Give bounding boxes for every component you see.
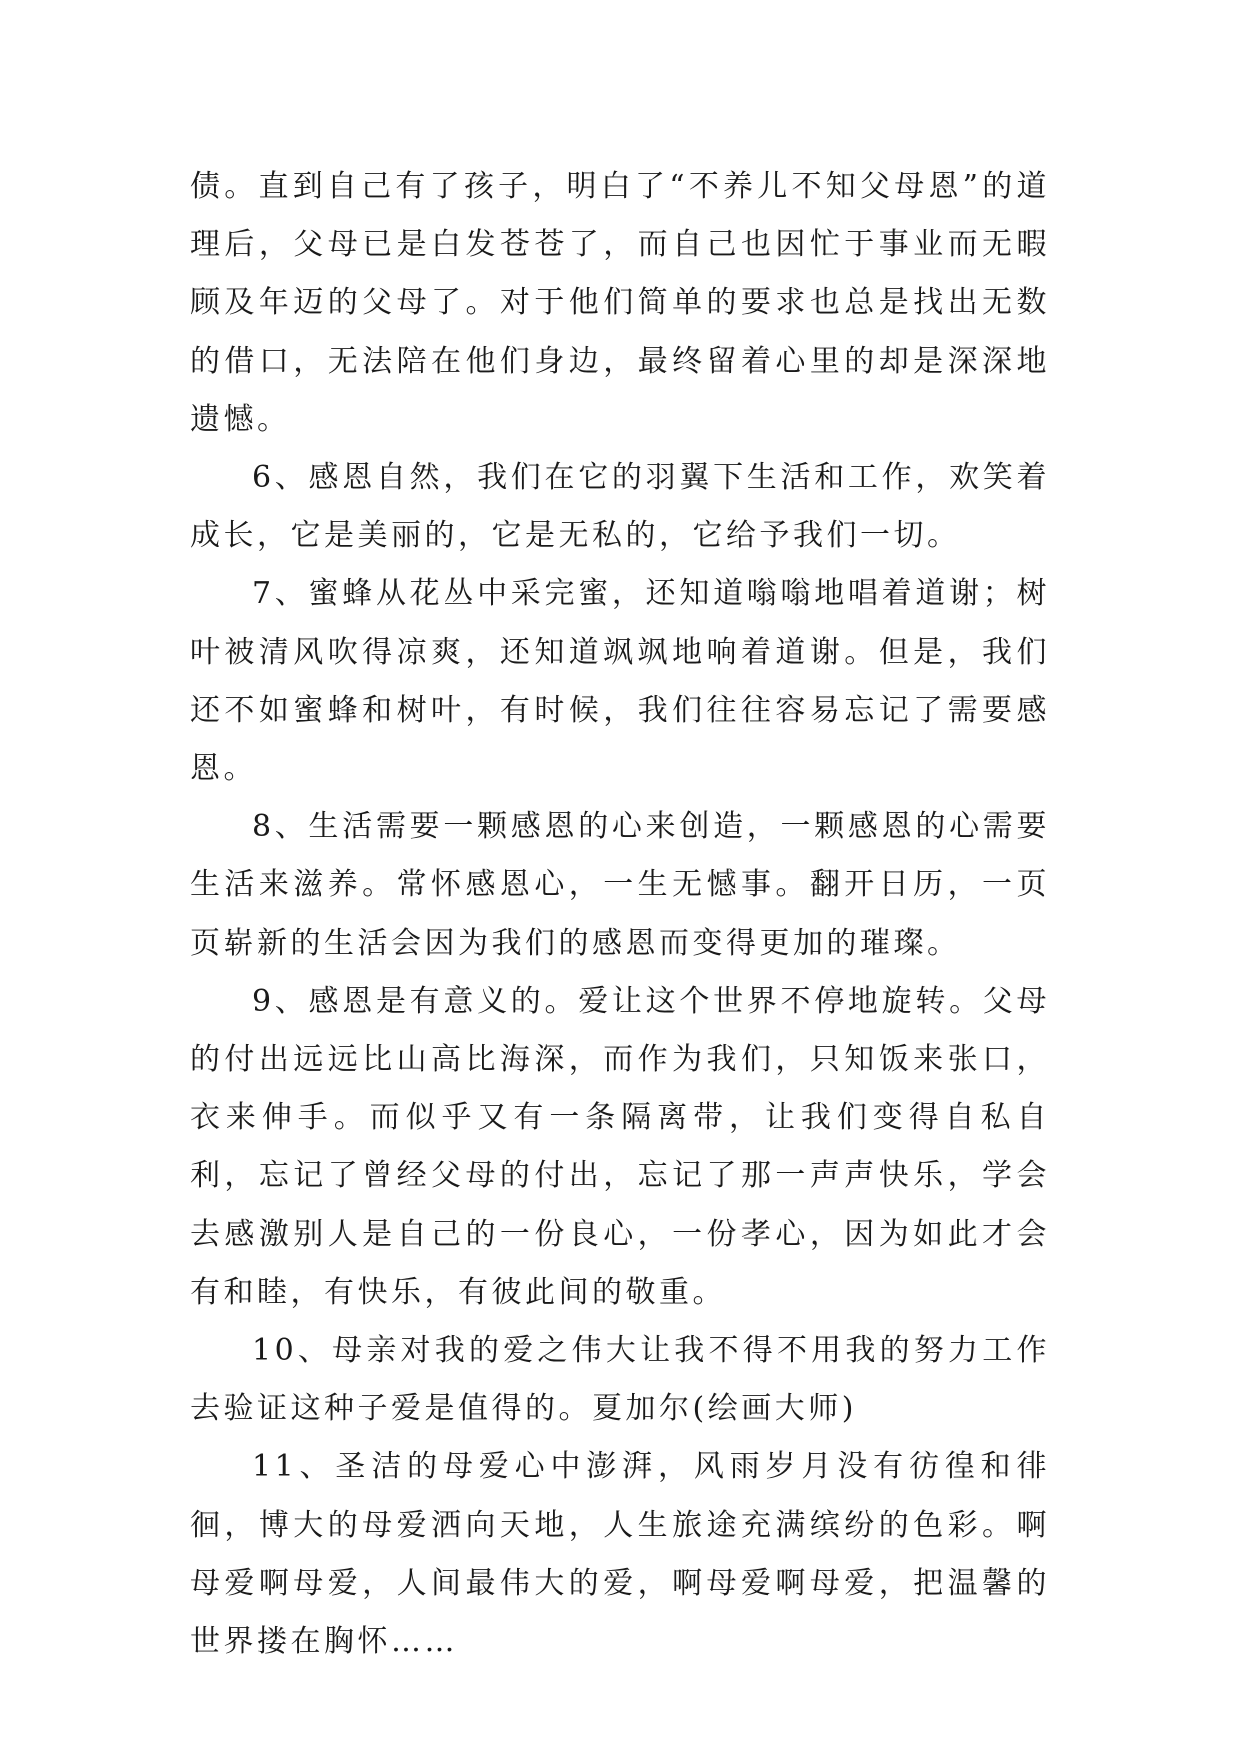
paragraph-10: 10、母亲对我的爱之伟大让我不得不用我的努力工作去验证这种子爱是值得的。夏加尔(绘画大师) [190, 1333, 1050, 1427]
paragraph-9: 9、感恩是有意义的。爱让这个世界不停地旋转。父母的付出远远比山高比海深，而作为我们，只知饭来张口，衣来伸手。而似乎又有一条隔离带，让我们变得自私自利，忘记了曾经父母的付出，忘记了那一声声快乐，学会去感激别人是自己的一份良心，一份孝心，因为如此才会有和睦，有快乐，有彼此间的敬重。 [190, 983, 1050, 1310]
paragraph-6: 6、感恩自然，我们在它的羽翼下生活和工作，欢笑着成长，它是美丽的，它是无私的，它给予我们一切。 [190, 460, 1050, 554]
paragraph-7: 7、蜜蜂从花丛中采完蜜，还知道嗡嗡地唱着道谢；树叶被清风吹得凉爽，还知道飒飒地响着道谢。但是，我们还不如蜜蜂和树叶，有时候，我们往往容易忘记了需要感恩。 [190, 576, 1050, 787]
paragraph-11: 11、圣洁的母爱心中澎湃，风雨岁月没有彷徨和徘徊，博大的母爱洒向天地，人生旅途充满缤纷的色彩。啊母爱啊母爱，人间最伟大的爱，啊母爱啊母爱，把温馨的世界搂在胸怀…… [190, 1449, 1050, 1660]
document-body [190, 158, 1050, 1671]
paragraph-8: 8、生活需要一颗感恩的心来创造，一颗感恩的心需要生活来滋养。常怀感恩心，一生无憾事。翻开日历，一页页崭新的生活会因为我们的感恩而变得更加的璀璨。 [190, 809, 1050, 961]
paragraph-continuation: 债。直到自己有了孩子，明白了“不养儿不知父母恩”的道理后，父母已是白发苍苍了，而自己也因忙于事业而无暇顾及年迈的父母了。对于他们简单的要求也总是找出无数的借口，无法陪在他们身边，最终留着心里的却是深深地遗憾。 [190, 169, 1050, 437]
